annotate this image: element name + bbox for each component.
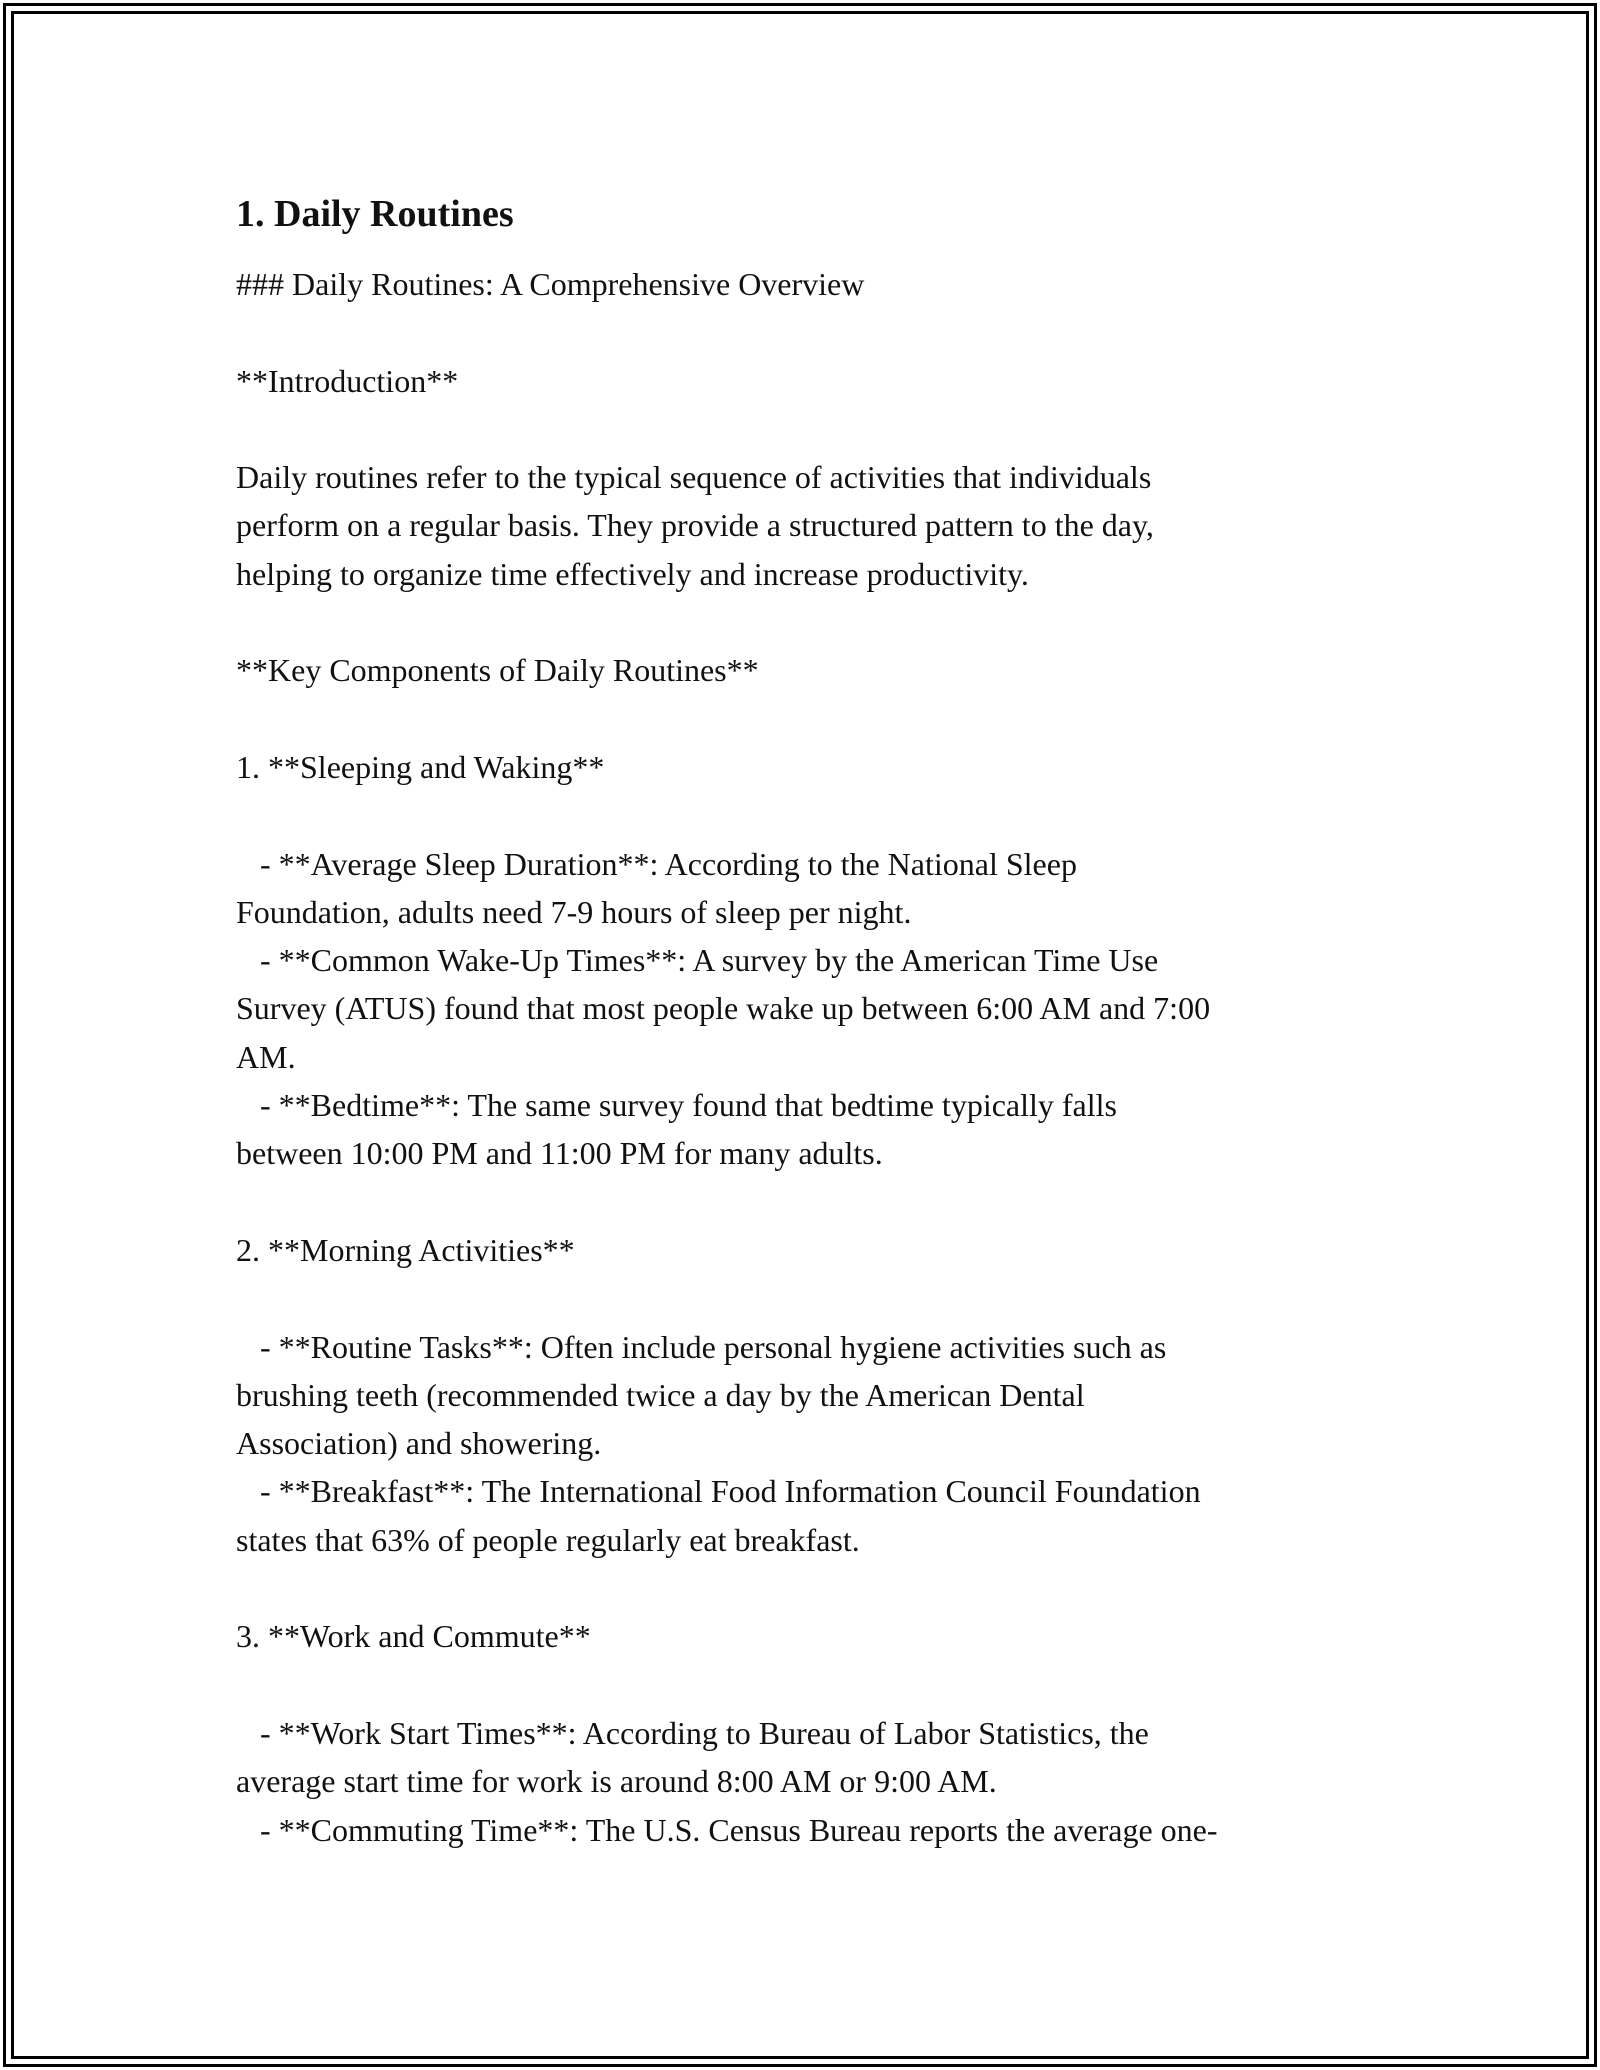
bullet-routine-tasks-cont: brushing teeth (recommended twice a day by the American Dental — [236, 1376, 1085, 1413]
document-body — [236, 184, 1366, 1854]
section-work-commute: 3. **Work and Commute** — [236, 1618, 591, 1655]
bullet-bedtime-cont: between 10:00 PM and 11:00 PM for many adults. — [236, 1135, 883, 1172]
blank-line — [236, 1274, 1366, 1322]
blank-line — [236, 1661, 1366, 1709]
bullet-breakfast: - **Breakfast**: The International Food Information Council Foundation — [236, 1473, 1201, 1510]
bullet-work-start-times-cont: average start time for work is around 8:00 AM or 9:00 AM. — [236, 1763, 997, 1800]
section-sleeping-waking: 1. **Sleeping and Waking** — [236, 748, 605, 785]
bullet-commuting-time: - **Commuting Time**: The U.S. Census Bureau reports the average one- — [236, 1811, 1218, 1848]
bullet-bedtime: - **Bedtime**: The same survey found that bedtime typically falls — [236, 1087, 1117, 1124]
document-heading: 1. Daily Routines — [236, 193, 514, 235]
section-morning-activities: 2. **Morning Activities** — [236, 1231, 575, 1268]
bullet-routine-tasks: - **Routine Tasks**: Often include personal hygiene activities such as — [236, 1328, 1167, 1365]
bullet-wake-up-times: - **Common Wake-Up Times**: A survey by the American Time Use — [236, 942, 1159, 979]
intro-text-line: Daily routines refer to the typical sequence of activities that individuals — [236, 459, 1152, 496]
bullet-wake-up-times-cont: AM. — [236, 1038, 296, 1075]
key-components-label: **Key Components of Daily Routines** — [236, 652, 759, 689]
bullet-routine-tasks-cont: Association) and showering. — [236, 1425, 602, 1462]
bullet-sleep-duration: - **Average Sleep Duration**: According to the National Sleep — [236, 845, 1077, 882]
blank-line — [236, 405, 1366, 453]
blank-line — [236, 695, 1366, 743]
blank-line — [236, 791, 1366, 839]
bullet-sleep-duration-cont: Foundation, adults need 7-9 hours of sleep per night. — [236, 893, 912, 930]
introduction-label: **Introduction** — [236, 362, 459, 399]
blank-line — [236, 598, 1366, 646]
bullet-work-start-times: - **Work Start Times**: According to Bureau of Labor Statistics, the — [236, 1714, 1149, 1751]
bullet-breakfast-cont: states that 63% of people regularly eat breakfast. — [236, 1521, 860, 1558]
intro-text-line: perform on a regular basis. They provide a structured pattern to the day, — [236, 507, 1154, 544]
blank-line — [236, 308, 1366, 356]
blank-line — [236, 1564, 1366, 1612]
subheading-line: ### Daily Routines: A Comprehensive Overview — [236, 266, 865, 302]
bullet-wake-up-times-cont: Survey (ATUS) found that most people wake up between 6:00 AM and 7:00 — [236, 990, 1211, 1027]
blank-line — [236, 1178, 1366, 1226]
intro-text-line: helping to organize time effectively and increase productivity. — [236, 555, 1029, 592]
